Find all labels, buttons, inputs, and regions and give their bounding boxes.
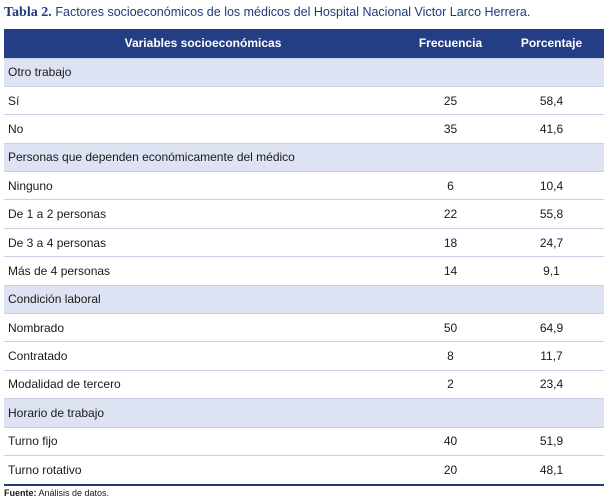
category-title: Personas que dependen económicamente del médico: [4, 143, 604, 171]
row-label: Nombrado: [4, 314, 402, 342]
row-label: Ninguno: [4, 172, 402, 200]
table-row: [4, 115, 604, 143]
row-porcentaje: 64,9: [499, 314, 604, 342]
header-porcentaje: Porcentaje: [520, 36, 583, 51]
row-frecuencia: 35: [402, 115, 499, 143]
row-porcentaje: 51,9: [499, 427, 604, 455]
row-label: Turno fijo: [4, 427, 402, 455]
row-porcentaje: 58,4: [499, 86, 604, 114]
table-row: [4, 172, 604, 200]
row-porcentaje: 11,7: [499, 342, 604, 370]
row-label: De 3 a 4 personas: [4, 228, 402, 256]
caption-label: Tabla 2.: [4, 5, 52, 20]
table-row: [4, 228, 604, 256]
row-porcentaje: 10,4: [499, 172, 604, 200]
row-frecuencia: 50: [402, 314, 499, 342]
category-title: Otro trabajo: [4, 58, 604, 86]
row-porcentaje: 23,4: [499, 370, 604, 398]
category-title: Condición laboral: [4, 285, 604, 313]
table-row: [4, 314, 604, 342]
header-variables: Variables socioeconómicas: [124, 36, 282, 51]
row-label: Contratado: [4, 342, 402, 370]
row-label: De 1 a 2 personas: [4, 200, 402, 228]
row-porcentaje: 48,1: [499, 455, 604, 483]
row-frecuencia: 40: [402, 427, 499, 455]
row-frecuencia: 18: [402, 228, 499, 256]
data-table-wrapper: [4, 29, 604, 486]
row-porcentaje: 55,8: [499, 200, 604, 228]
row-porcentaje: 24,7: [499, 228, 604, 256]
category-row: [4, 143, 604, 171]
row-frecuencia: 25: [402, 86, 499, 114]
row-frecuencia: 2: [402, 370, 499, 398]
table-row: [4, 342, 604, 370]
data-table: [4, 29, 604, 484]
footnote-text: Análisis de datos.: [38, 488, 110, 498]
row-label: Más de 4 personas: [4, 257, 402, 285]
row-label: Turno rotativo: [4, 455, 402, 483]
table-caption: [4, 3, 604, 25]
table-row: [4, 86, 604, 114]
table-row: [4, 427, 604, 455]
row-label: Modalidad de tercero: [4, 370, 402, 398]
row-label: Sí: [4, 86, 402, 114]
category-title: Horario de trabajo: [4, 399, 604, 427]
row-frecuencia: 20: [402, 455, 499, 483]
header-frecuencia: Frecuencia: [418, 36, 483, 51]
row-frecuencia: 6: [402, 172, 499, 200]
row-frecuencia: 14: [402, 257, 499, 285]
row-frecuencia: 22: [402, 200, 499, 228]
category-row: [4, 285, 604, 313]
table-footnote: [4, 487, 109, 499]
table-row: [4, 370, 604, 398]
category-row: [4, 58, 604, 86]
row-label: No: [4, 115, 402, 143]
table-row: [4, 200, 604, 228]
category-row: [4, 399, 604, 427]
row-frecuencia: 8: [402, 342, 499, 370]
table-header-row: [4, 29, 604, 58]
table-row: [4, 455, 604, 483]
table-row: [4, 257, 604, 285]
caption-text: Factores socioeconómicos de los médicos del Hospital Nacional Victor Larco Herrera.: [55, 5, 531, 19]
row-porcentaje: 9,1: [499, 257, 604, 285]
footnote-label: Fuente:: [4, 488, 37, 498]
row-porcentaje: 41,6: [499, 115, 604, 143]
